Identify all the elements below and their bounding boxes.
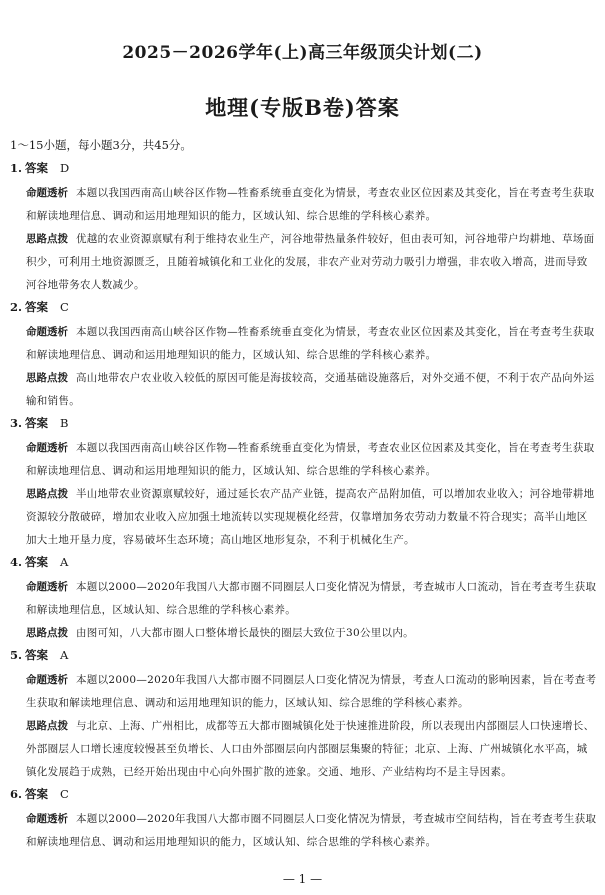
analysis-block <box>10 808 598 854</box>
question-answer-line <box>10 414 598 433</box>
page-subtitle: 地理(专版B卷)答案 <box>205 95 400 120</box>
answer-label: 答案 <box>25 648 49 662</box>
analysis-text: 本题以2000—2020年我国八大都市圈不同圈层人口变化情况为情景，考查人口流动的影响因素，旨在考查考生获取和解读地理信息、调动和运用地理知识的能力，区域认知、综合思维的学科核心素养。 <box>26 674 597 709</box>
analysis-text: 本题以我国西南高山峡谷区作物—牲畜系统垂直变化为情景，考查农业区位因素及其变化，旨在考查考生获取和解读地理信息、调动和运用地理知识的能力，区域认知、综合思维的学科核心素养。 <box>26 442 595 477</box>
question-number: 5. <box>10 648 23 662</box>
analysis-text: 本题以2000—2020年我国八大都市圈不同圈层人口变化情况为情景，考查城市人口流动，旨在考查考生获取和解读地理信息，区域认知、综合思维的学科核心素养。 <box>26 581 597 616</box>
analysis-block <box>10 669 598 715</box>
question-item <box>10 159 598 297</box>
answer-value: D <box>60 161 70 175</box>
question-number: 3. <box>10 416 23 430</box>
answer-value: C <box>60 787 69 801</box>
approach-text: 与北京、上海、广州相比，成都等五大都市圈城镇化处于快速推进阶段，所以表现出内部圈层人口快速增长、外部圈层人口增长速度较慢甚至负增长、人口由外部圈层向内部圈层集聚的特征；北京、上海、广州城镇化水平高，城镇化发展趋于成熟，已经开始出现由中心向外围扩散的迹象。交通、地形、产业结构均不是主导因素。 <box>26 720 595 778</box>
question-item <box>10 414 598 552</box>
question-item <box>10 785 598 854</box>
analysis-text: 本题以2000—2020年我国八大都市圈不同圈层人口变化情况为情景，考查城市空间结构，旨在考查考生获取和解读地理信息、调动和运用地理知识的能力，区域认知、综合思维的学科核心素养。 <box>26 813 597 848</box>
answer-label: 答案 <box>25 416 49 430</box>
approach-text: 半山地带农业资源禀赋较好，通过延长农产品产业链，提高农产品附加值，可以增加农业收入；河谷地带耕地资源较分散破碎，增加农业收入应加强土地流转以实现规模化经营，仅靠增加务农劳动力数量不符合现实；高半山地区加大土地开垦力度，容易破坏生态环境；高山地区地形复杂，不利于机械化生产。 <box>26 488 595 546</box>
question-number: 6. <box>10 787 23 801</box>
question-item <box>10 553 598 645</box>
approach-label: 思路点拨 <box>26 488 68 500</box>
question-answer-line <box>10 785 598 804</box>
question-list <box>10 159 598 854</box>
question-answer-line <box>10 553 598 572</box>
answer-value: C <box>60 300 69 314</box>
approach-text: 由图可知，八大都市圈人口整体增长最快的圈层大致位于30公里以内。 <box>76 627 414 639</box>
analysis-label: 命题透析 <box>26 187 68 199</box>
question-answer-line <box>10 298 598 317</box>
answer-label: 答案 <box>25 555 49 569</box>
analysis-label: 命题透析 <box>26 581 68 593</box>
analysis-label: 命题透析 <box>26 674 68 686</box>
analysis-block <box>10 321 598 367</box>
analysis-block <box>10 576 598 622</box>
question-answer-line <box>10 646 598 665</box>
answer-value: B <box>60 416 69 430</box>
question-answer-line <box>10 159 598 178</box>
approach-label: 思路点拨 <box>26 720 68 732</box>
question-item <box>10 298 598 413</box>
intro-text: 1～15小题，每小题3分，共45分。 <box>10 138 192 152</box>
question-number: 1. <box>10 161 23 175</box>
approach-block <box>10 228 598 297</box>
answer-value: A <box>60 555 69 569</box>
approach-text: 优越的农业资源禀赋有利于维持农业生产，河谷地带热量条件较好，但由表可知，河谷地带户均耕地、草场面积少，可利用土地资源匮乏，且随着城镇化和工业化的发展，非农产业对劳动力吸引力增强，非农收入增高，进而导致河谷地带务农人数减少。 <box>26 233 595 291</box>
answer-label: 答案 <box>25 161 49 175</box>
question-number: 2. <box>10 300 23 314</box>
answer-label: 答案 <box>25 300 49 314</box>
analysis-block <box>10 437 598 483</box>
approach-text: 高山地带农户农业收入较低的原因可能是海拔较高，交通基础设施落后，对外交通不便，不利于农产品向外运输和销售。 <box>26 372 595 407</box>
analysis-text: 本题以我国西南高山峡谷区作物—牲畜系统垂直变化为情景，考查农业区位因素及其变化，旨在考查考生获取和解读地理信息、调动和运用地理知识的能力，区域认知、综合思维的学科核心素养。 <box>26 187 595 222</box>
analysis-label: 命题透析 <box>26 442 68 454</box>
page-title: 2025－2026学年(上)高三年级顶尖计划(二) <box>122 43 483 63</box>
approach-block <box>10 367 598 413</box>
approach-label: 思路点拨 <box>26 627 68 639</box>
answer-content <box>10 136 598 855</box>
approach-block <box>10 483 598 552</box>
page-number: — 1 — <box>282 872 323 886</box>
approach-block <box>10 622 598 645</box>
approach-block <box>10 715 598 784</box>
approach-label: 思路点拨 <box>26 233 68 245</box>
analysis-block <box>10 182 598 228</box>
approach-label: 思路点拨 <box>26 372 68 384</box>
question-item <box>10 646 598 784</box>
answer-value: A <box>60 648 69 662</box>
analysis-label: 命题透析 <box>26 813 68 825</box>
analysis-label: 命题透析 <box>26 326 68 338</box>
analysis-text: 本题以我国西南高山峡谷区作物—牲畜系统垂直变化为情景，考查农业区位因素及其变化，旨在考查考生获取和解读地理信息、调动和运用地理知识的能力，区域认知、综合思维的学科核心素养。 <box>26 326 595 361</box>
answer-label: 答案 <box>25 787 49 801</box>
question-number: 4. <box>10 555 23 569</box>
